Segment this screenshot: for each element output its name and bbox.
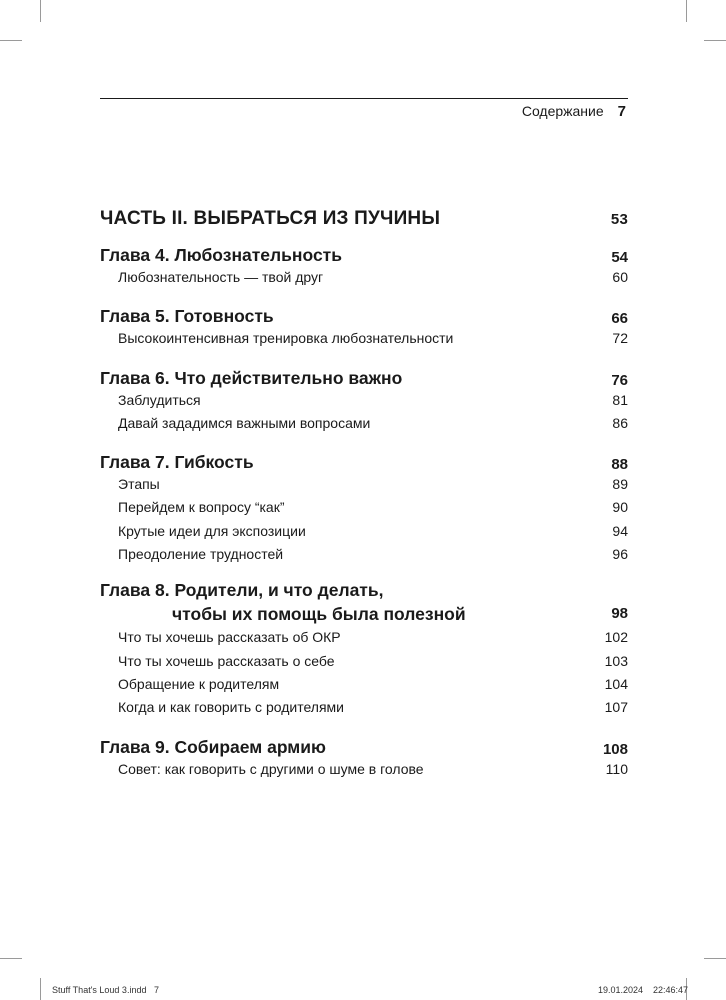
section-page: 96 <box>612 546 628 563</box>
page-number: 7 <box>617 103 626 120</box>
section-title: Совет: как говорить с другими о шуме в голове <box>118 760 424 777</box>
section-page: 72 <box>612 330 628 347</box>
section-page: 102 <box>604 629 628 646</box>
toc-section[interactable] <box>100 520 628 543</box>
section-page: 104 <box>604 675 628 692</box>
chapter-title-line2: чтобы их помощь была полезной <box>172 604 466 625</box>
chapter-page: 76 <box>611 371 628 389</box>
toc-chapter[interactable] <box>100 447 628 473</box>
section-title: Любознательность — твой друг <box>118 269 324 285</box>
crop-mark <box>686 0 687 22</box>
section-title: Преодоление трудностей <box>118 546 284 563</box>
section-page: 103 <box>604 652 628 669</box>
toc-section[interactable] <box>100 758 628 781</box>
slug-date: 19.01.2024 <box>598 985 644 995</box>
toc-section[interactable] <box>100 327 628 350</box>
chapter-title: Глава 6. Что действительно важно <box>100 367 403 388</box>
crop-mark <box>40 978 41 1000</box>
chapter-page: 54 <box>611 249 628 266</box>
toc-section[interactable] <box>100 673 628 696</box>
toc-section[interactable] <box>100 496 628 519</box>
crop-mark <box>40 0 41 22</box>
crop-mark <box>0 40 22 41</box>
chapter-title: Глава 4. Любознательность <box>100 245 343 265</box>
toc-part-heading[interactable] <box>100 204 628 234</box>
section-title: Крутые идеи для экспозиции <box>118 522 306 539</box>
toc-chapter[interactable] <box>100 301 628 327</box>
section-title: Заблудиться <box>118 391 201 408</box>
section-title: Что ты хочешь рассказать о себе <box>118 652 335 669</box>
toc-chapter[interactable] <box>100 578 628 626</box>
running-title: Содержание <box>521 103 604 119</box>
chapter-title-line1: Глава 8. Родители, и что делать, <box>100 580 384 601</box>
toc-chapter[interactable] <box>100 732 628 758</box>
slug-file: Stuff That's Loud 3.indd 7 <box>52 985 159 995</box>
section-page: 90 <box>612 499 628 516</box>
crop-mark <box>704 958 726 959</box>
section-title: Когда и как говорить с родителями <box>118 699 344 716</box>
section-page: 94 <box>612 522 628 539</box>
chapter-title: Глава 9. Собираем армию <box>100 736 326 757</box>
crop-mark <box>704 40 726 41</box>
toc-section[interactable] <box>100 266 628 289</box>
running-head <box>522 103 626 120</box>
chapter-page: 66 <box>611 310 628 328</box>
chapter-page: 108 <box>602 740 628 758</box>
section-title: Высокоинтенсивная тренировка любознательности <box>118 330 454 347</box>
chapter-title: Глава 5. Готовность <box>100 306 274 327</box>
toc-section[interactable] <box>100 650 628 673</box>
toc-chapter[interactable] <box>100 240 628 266</box>
part-title: ЧАСТЬ II. ВЫБРАТЬСЯ ИЗ ПУЧИНЫ <box>100 208 441 229</box>
section-title: Что ты хочешь рассказать об ОКР <box>118 629 341 646</box>
section-page: 107 <box>604 699 628 716</box>
chapter-title: Глава 7. Гибкость <box>100 452 254 473</box>
section-page: 110 <box>605 760 628 777</box>
chapter-page: 88 <box>611 456 628 474</box>
toc-section[interactable] <box>100 626 628 649</box>
section-title: Перейдем к вопросу “как” <box>118 499 285 516</box>
header-rule <box>100 98 628 99</box>
toc-chapter[interactable] <box>100 363 628 389</box>
toc-section[interactable] <box>100 543 628 566</box>
section-title: Давай зададимся важными вопросами <box>118 414 371 431</box>
toc-section[interactable] <box>100 412 628 435</box>
section-page: 81 <box>612 391 628 408</box>
section-title: Обращение к родителям <box>118 675 280 692</box>
section-page: 86 <box>612 414 628 431</box>
toc-section[interactable] <box>100 473 628 496</box>
part-page: 53 <box>610 210 628 228</box>
chapter-page: 98 <box>611 605 628 623</box>
section-title: Этапы <box>118 476 160 493</box>
slug-time: 22:46:47 <box>653 985 689 995</box>
table-of-contents <box>100 204 628 781</box>
crop-mark <box>0 958 22 959</box>
section-page: 60 <box>612 269 628 285</box>
toc-section[interactable] <box>100 389 628 412</box>
section-page: 89 <box>612 476 628 493</box>
toc-section[interactable] <box>100 696 628 719</box>
